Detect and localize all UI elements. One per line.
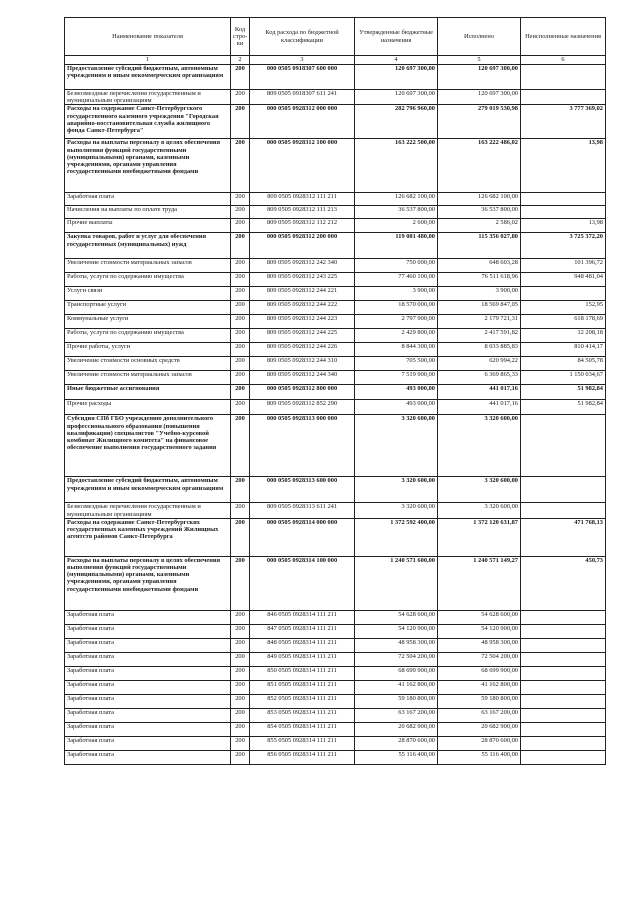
table-row — [65, 357, 606, 371]
row-name-cell: Прочие расходы — [65, 400, 231, 415]
row-executed-cell: 3 320 600,00 — [438, 477, 521, 503]
row-executed-cell: 41 162 800,00 — [438, 680, 521, 694]
row-budget-code-cell: 000 0505 0928314 100 000 — [250, 556, 355, 610]
column-header-budget-code: Код расхода по бюджетной классификации — [250, 18, 355, 56]
row-name-cell: Увеличение стоимости материальных запасов — [65, 259, 231, 273]
table-body — [65, 65, 606, 765]
budget-execution-table — [64, 17, 606, 765]
row-unexecuted-cell — [521, 736, 606, 750]
row-unexecuted-cell — [521, 65, 606, 90]
table-row — [65, 722, 606, 736]
row-budget-code-cell: 850 0505 0928314 111 211 — [250, 666, 355, 680]
row-executed-cell: 1 240 571 149,27 — [438, 556, 521, 610]
row-approved-cell: 3 320 600,00 — [355, 477, 438, 503]
row-line-code-cell: 200 — [231, 400, 250, 415]
row-unexecuted-cell — [521, 722, 606, 736]
column-header-executed: Исполнено — [438, 18, 521, 56]
row-budget-code-cell: 000 0505 0928312 000 000 — [250, 105, 355, 139]
row-budget-code-cell: 809 0505 0928312 244 340 — [250, 371, 355, 385]
table-header-row — [65, 18, 606, 56]
row-executed-cell: 76 511 618,96 — [438, 273, 521, 287]
row-name-cell: Услуги связи — [65, 287, 231, 301]
row-budget-code-cell: 809 0505 0928312 244 223 — [250, 315, 355, 329]
row-executed-cell: 279 019 530,98 — [438, 105, 521, 139]
table-row — [65, 400, 606, 415]
row-unexecuted-cell: 51 982,84 — [521, 385, 606, 400]
row-name-cell: Расходы на выплаты персоналу в целях обеспечения выполнения функций государственными (муниципальными) органами, казенными учреждениями, органами управления государственными внебюджетными фондами — [65, 139, 231, 193]
row-budget-code-cell: 853 0505 0928314 111 211 — [250, 708, 355, 722]
row-line-code-cell: 200 — [231, 193, 250, 206]
table-row — [65, 371, 606, 385]
row-name-cell: Предоставление субсидий бюджетным, автономным учреждениям и иным некоммерческим организациям — [65, 477, 231, 503]
row-name-cell: Работы, услуги по содержанию имущества — [65, 329, 231, 343]
row-executed-cell: 2 417 591,82 — [438, 329, 521, 343]
table-row — [65, 90, 606, 105]
row-executed-cell: 48 958 300,00 — [438, 638, 521, 652]
row-approved-cell: 3 320 600,00 — [355, 503, 438, 518]
row-name-cell: Заработная плата — [65, 624, 231, 638]
row-approved-cell: 120 697 300,00 — [355, 90, 438, 105]
table-row — [65, 315, 606, 329]
row-budget-code-cell: 851 0505 0928314 111 211 — [250, 680, 355, 694]
row-line-code-cell: 200 — [231, 666, 250, 680]
row-approved-cell: 2 600,00 — [355, 219, 438, 233]
row-executed-cell: 115 356 027,80 — [438, 233, 521, 259]
row-executed-cell: 648 603,28 — [438, 259, 521, 273]
row-budget-code-cell: 856 0505 0928314 111 211 — [250, 750, 355, 764]
row-budget-code-cell: 000 0505 0928313 600 000 — [250, 477, 355, 503]
row-budget-code-cell: 809 0505 0928312 244 226 — [250, 343, 355, 357]
row-line-code-cell: 200 — [231, 750, 250, 764]
table-row — [65, 610, 606, 624]
row-line-code-cell: 200 — [231, 680, 250, 694]
row-name-cell: Расходы на содержание Санкт-Петербургских государственных казенных учреждений Жилищных агентств районов Санкт-Петербурга — [65, 518, 231, 556]
table-row — [65, 301, 606, 315]
row-line-code-cell: 200 — [231, 503, 250, 518]
row-budget-code-cell: 809 0505 0928312 243 225 — [250, 273, 355, 287]
row-budget-code-cell: 809 0505 0918307 611 241 — [250, 90, 355, 105]
table-row — [65, 518, 606, 556]
row-approved-cell: 493 000,00 — [355, 385, 438, 400]
row-approved-cell: 3 900,00 — [355, 287, 438, 301]
column-header-approved: Утвержденные бюджетные назначения — [355, 18, 438, 56]
table-row — [65, 287, 606, 301]
row-budget-code-cell: 000 0505 0928312 100 000 — [250, 139, 355, 193]
table-row — [65, 415, 606, 477]
row-executed-cell: 68 699 900,00 — [438, 666, 521, 680]
row-name-cell: Прочие выплаты — [65, 219, 231, 233]
row-unexecuted-cell: 618 178,69 — [521, 315, 606, 329]
row-budget-code-cell: 849 0505 0928314 111 211 — [250, 652, 355, 666]
row-budget-code-cell: 852 0505 0928314 111 211 — [250, 694, 355, 708]
row-approved-cell: 7 519 900,00 — [355, 371, 438, 385]
row-unexecuted-cell: 3 725 372,20 — [521, 233, 606, 259]
row-approved-cell: 1 372 592 400,00 — [355, 518, 438, 556]
row-budget-code-cell: 000 0505 0928312 800 000 — [250, 385, 355, 400]
row-line-code-cell: 200 — [231, 652, 250, 666]
row-executed-cell: 441 017,16 — [438, 400, 521, 415]
row-line-code-cell: 200 — [231, 694, 250, 708]
row-approved-cell: 1 240 571 600,00 — [355, 556, 438, 610]
row-unexecuted-cell: 948 481,04 — [521, 273, 606, 287]
column-number: 2 — [231, 56, 250, 65]
row-approved-cell: 18 570 000,00 — [355, 301, 438, 315]
row-line-code-cell: 200 — [231, 385, 250, 400]
row-line-code-cell: 200 — [231, 477, 250, 503]
row-unexecuted-cell: 3 777 369,02 — [521, 105, 606, 139]
row-line-code-cell: 200 — [231, 556, 250, 610]
row-unexecuted-cell: 13,98 — [521, 219, 606, 233]
row-name-cell: Прочие работы, услуги — [65, 343, 231, 357]
column-number: 3 — [250, 56, 355, 65]
row-line-code-cell: 200 — [231, 65, 250, 90]
row-executed-cell: 72 504 200,00 — [438, 652, 521, 666]
row-budget-code-cell: 809 0505 0928312 244 222 — [250, 301, 355, 315]
row-name-cell: Расходы на содержание Санкт-Петербургского государственного казенного учреждения "Городская аварийно-восстановительная служба жилищного фонда Санкт-Петербурга" — [65, 105, 231, 139]
row-executed-cell: 36 537 800,00 — [438, 206, 521, 219]
row-unexecuted-cell — [521, 193, 606, 206]
row-executed-cell: 620 994,22 — [438, 357, 521, 371]
row-executed-cell: 441 017,16 — [438, 385, 521, 400]
table-row — [65, 503, 606, 518]
row-executed-cell: 18 569 847,05 — [438, 301, 521, 315]
row-line-code-cell: 200 — [231, 233, 250, 259]
row-unexecuted-cell — [521, 503, 606, 518]
table-row — [65, 139, 606, 193]
row-approved-cell: 126 682 100,00 — [355, 193, 438, 206]
row-name-cell: Субсидия СПб ГБО учреждению дополнительного профессионального образования (повышения квалификации) специалистов "Учебно-курсовой комбинат Жилищного комитета" на финансовое обеспечение выполнения государственного задания — [65, 415, 231, 477]
row-unexecuted-cell: 84 505,78 — [521, 357, 606, 371]
row-executed-cell: 126 682 100,00 — [438, 193, 521, 206]
row-line-code-cell: 200 — [231, 722, 250, 736]
row-approved-cell: 48 958 300,00 — [355, 638, 438, 652]
table-row — [65, 638, 606, 652]
row-budget-code-cell: 809 0505 0928312 244 225 — [250, 329, 355, 343]
row-executed-cell: 120 697 300,00 — [438, 65, 521, 90]
row-budget-code-cell: 809 0505 0928312 242 340 — [250, 259, 355, 273]
row-unexecuted-cell — [521, 287, 606, 301]
row-executed-cell: 20 682 900,00 — [438, 722, 521, 736]
column-number: 5 — [438, 56, 521, 65]
row-line-code-cell: 200 — [231, 357, 250, 371]
table-row — [65, 259, 606, 273]
row-budget-code-cell: 809 0505 0928312 244 221 — [250, 287, 355, 301]
row-budget-code-cell: 809 0505 0928312 111 211 — [250, 193, 355, 206]
row-executed-cell: 163 222 486,02 — [438, 139, 521, 193]
row-line-code-cell: 200 — [231, 624, 250, 638]
row-approved-cell: 63 167 200,00 — [355, 708, 438, 722]
row-name-cell: Заработная плата — [65, 666, 231, 680]
row-name-cell: Заработная плата — [65, 193, 231, 206]
row-line-code-cell: 200 — [231, 315, 250, 329]
row-budget-code-cell: 847 0505 0928314 111 211 — [250, 624, 355, 638]
row-unexecuted-cell — [521, 90, 606, 105]
row-budget-code-cell: 000 0505 0918307 600 000 — [250, 65, 355, 90]
row-line-code-cell: 200 — [231, 329, 250, 343]
row-unexecuted-cell — [521, 750, 606, 764]
row-executed-cell: 120 697 300,00 — [438, 90, 521, 105]
table-row — [65, 556, 606, 610]
row-executed-cell: 54 628 600,00 — [438, 610, 521, 624]
row-budget-code-cell: 855 0505 0928314 111 211 — [250, 736, 355, 750]
row-approved-cell: 2 797 900,00 — [355, 315, 438, 329]
row-name-cell: Увеличение стоимости материальных запасов — [65, 371, 231, 385]
row-name-cell: Закупка товаров, работ и услуг для обеспечения государственных (муниципальных) нужд — [65, 233, 231, 259]
row-name-cell: Работы, услуги по содержанию имущества — [65, 273, 231, 287]
row-approved-cell: 54 628 600,00 — [355, 610, 438, 624]
row-line-code-cell: 200 — [231, 415, 250, 477]
row-unexecuted-cell — [521, 415, 606, 477]
row-name-cell: Безвозмездные перечисления государственным и муниципальным организациям — [65, 90, 231, 105]
column-number: 1 — [65, 56, 231, 65]
row-unexecuted-cell: 12 208,18 — [521, 329, 606, 343]
row-line-code-cell: 200 — [231, 259, 250, 273]
row-approved-cell: 54 120 900,00 — [355, 624, 438, 638]
row-approved-cell: 28 870 600,00 — [355, 736, 438, 750]
row-unexecuted-cell — [521, 666, 606, 680]
row-line-code-cell: 200 — [231, 736, 250, 750]
row-unexecuted-cell: 51 982,84 — [521, 400, 606, 415]
row-name-cell: Заработная плата — [65, 722, 231, 736]
row-budget-code-cell: 809 0505 0928313 611 241 — [250, 503, 355, 518]
row-approved-cell: 72 504 200,00 — [355, 652, 438, 666]
column-number: 6 — [521, 56, 606, 65]
column-number-row — [65, 56, 606, 65]
row-approved-cell: 3 320 600,00 — [355, 415, 438, 477]
row-unexecuted-cell — [521, 680, 606, 694]
row-approved-cell: 2 429 800,00 — [355, 329, 438, 343]
table-row — [65, 65, 606, 90]
row-name-cell: Заработная плата — [65, 750, 231, 764]
row-unexecuted-cell: 810 414,17 — [521, 343, 606, 357]
row-name-cell: Коммунальные услуги — [65, 315, 231, 329]
row-name-cell: Начисления на выплаты по оплате труда — [65, 206, 231, 219]
table-row — [65, 343, 606, 357]
row-line-code-cell: 200 — [231, 343, 250, 357]
row-approved-cell: 493 000,00 — [355, 400, 438, 415]
table-row — [65, 233, 606, 259]
table-row — [65, 477, 606, 503]
row-executed-cell: 3 900,00 — [438, 287, 521, 301]
row-name-cell: Предоставление субсидий бюджетным, автономным учреждениям и иным некоммерческим организациям — [65, 65, 231, 90]
row-line-code-cell: 200 — [231, 287, 250, 301]
row-unexecuted-cell: 101 396,72 — [521, 259, 606, 273]
row-executed-cell: 59 180 800,00 — [438, 694, 521, 708]
row-executed-cell: 63 167 200,00 — [438, 708, 521, 722]
row-approved-cell: 705 500,00 — [355, 357, 438, 371]
table-row — [65, 694, 606, 708]
row-unexecuted-cell: 1 150 034,67 — [521, 371, 606, 385]
row-unexecuted-cell: 13,98 — [521, 139, 606, 193]
row-approved-cell: 750 000,00 — [355, 259, 438, 273]
row-name-cell: Транспортные услуги — [65, 301, 231, 315]
row-line-code-cell: 200 — [231, 371, 250, 385]
row-name-cell: Заработная плата — [65, 652, 231, 666]
row-name-cell: Иные бюджетные ассигнования — [65, 385, 231, 400]
row-line-code-cell: 200 — [231, 518, 250, 556]
row-unexecuted-cell — [521, 708, 606, 722]
row-unexecuted-cell — [521, 638, 606, 652]
row-unexecuted-cell — [521, 477, 606, 503]
row-approved-cell: 282 796 960,00 — [355, 105, 438, 139]
row-executed-cell: 54 120 900,00 — [438, 624, 521, 638]
row-unexecuted-cell — [521, 694, 606, 708]
row-unexecuted-cell — [521, 652, 606, 666]
row-name-cell: Заработная плата — [65, 638, 231, 652]
row-budget-code-cell: 809 0505 0928312 852 290 — [250, 400, 355, 415]
row-unexecuted-cell: 152,95 — [521, 301, 606, 315]
row-executed-cell: 55 116 400,00 — [438, 750, 521, 764]
row-budget-code-cell: 809 0505 0928312 112 212 — [250, 219, 355, 233]
row-line-code-cell: 200 — [231, 219, 250, 233]
table-row — [65, 666, 606, 680]
column-header-line-code: Код стро-ки — [231, 18, 250, 56]
row-unexecuted-cell: 471 768,13 — [521, 518, 606, 556]
table-row — [65, 736, 606, 750]
row-executed-cell: 2 586,02 — [438, 219, 521, 233]
row-name-cell: Заработная плата — [65, 736, 231, 750]
table-row — [65, 680, 606, 694]
table-row — [65, 273, 606, 287]
row-budget-code-cell: 848 0505 0928314 111 211 — [250, 638, 355, 652]
table-row — [65, 329, 606, 343]
table-row — [65, 105, 606, 139]
row-name-cell: Заработная плата — [65, 694, 231, 708]
row-executed-cell: 3 320 600,00 — [438, 415, 521, 477]
row-name-cell: Заработная плата — [65, 708, 231, 722]
row-approved-cell: 8 844 300,00 — [355, 343, 438, 357]
row-budget-code-cell: 000 0505 0928312 200 000 — [250, 233, 355, 259]
table-row — [65, 206, 606, 219]
table-row — [65, 652, 606, 666]
row-budget-code-cell: 854 0505 0928314 111 211 — [250, 722, 355, 736]
row-budget-code-cell: 000 0505 0928313 000 000 — [250, 415, 355, 477]
row-unexecuted-cell — [521, 624, 606, 638]
row-budget-code-cell: 000 0505 0928314 000 000 — [250, 518, 355, 556]
table-row — [65, 219, 606, 233]
table-row — [65, 624, 606, 638]
row-unexecuted-cell — [521, 610, 606, 624]
row-approved-cell: 59 180 800,00 — [355, 694, 438, 708]
row-approved-cell: 119 081 480,00 — [355, 233, 438, 259]
column-number: 4 — [355, 56, 438, 65]
row-line-code-cell: 200 — [231, 301, 250, 315]
row-executed-cell: 1 372 120 631,87 — [438, 518, 521, 556]
row-approved-cell: 77 460 100,00 — [355, 273, 438, 287]
row-executed-cell: 3 320 600,00 — [438, 503, 521, 518]
row-budget-code-cell: 809 0505 0928312 244 310 — [250, 357, 355, 371]
table-row — [65, 193, 606, 206]
row-line-code-cell: 200 — [231, 139, 250, 193]
table-row — [65, 385, 606, 400]
row-executed-cell: 28 870 600,00 — [438, 736, 521, 750]
row-line-code-cell: 200 — [231, 273, 250, 287]
row-name-cell: Заработная плата — [65, 680, 231, 694]
row-line-code-cell: 200 — [231, 638, 250, 652]
row-name-cell: Заработная плата — [65, 610, 231, 624]
row-executed-cell: 6 369 865,33 — [438, 371, 521, 385]
row-executed-cell: 2 179 721,31 — [438, 315, 521, 329]
row-approved-cell: 68 699 900,00 — [355, 666, 438, 680]
row-approved-cell: 41 162 800,00 — [355, 680, 438, 694]
row-budget-code-cell: 809 0505 0928312 111 213 — [250, 206, 355, 219]
row-line-code-cell: 200 — [231, 610, 250, 624]
row-unexecuted-cell: 450,73 — [521, 556, 606, 610]
row-approved-cell: 55 116 400,00 — [355, 750, 438, 764]
table-row — [65, 708, 606, 722]
row-approved-cell: 20 682 900,00 — [355, 722, 438, 736]
table-row — [65, 750, 606, 764]
column-header-name: Наименование показателя — [65, 18, 231, 56]
row-line-code-cell: 200 — [231, 90, 250, 105]
row-approved-cell: 163 222 500,00 — [355, 139, 438, 193]
row-name-cell: Безвозмездные перечисления государственным и муниципальным организациям — [65, 503, 231, 518]
row-line-code-cell: 200 — [231, 105, 250, 139]
row-unexecuted-cell — [521, 206, 606, 219]
column-header-unexecuted: Неисполненные назначения — [521, 18, 606, 56]
row-name-cell: Увеличение стоимости основных средств — [65, 357, 231, 371]
row-approved-cell: 120 697 300,00 — [355, 65, 438, 90]
row-budget-code-cell: 846 0505 0928314 111 211 — [250, 610, 355, 624]
row-executed-cell: 8 033 885,83 — [438, 343, 521, 357]
row-approved-cell: 36 537 800,00 — [355, 206, 438, 219]
row-name-cell: Расходы на выплаты персоналу в целях обеспечения выполнения функций государственными (муниципальными) органами, казенными учреждениями, органами управления государственными внебюджетными фондами — [65, 556, 231, 610]
row-line-code-cell: 200 — [231, 206, 250, 219]
row-line-code-cell: 200 — [231, 708, 250, 722]
